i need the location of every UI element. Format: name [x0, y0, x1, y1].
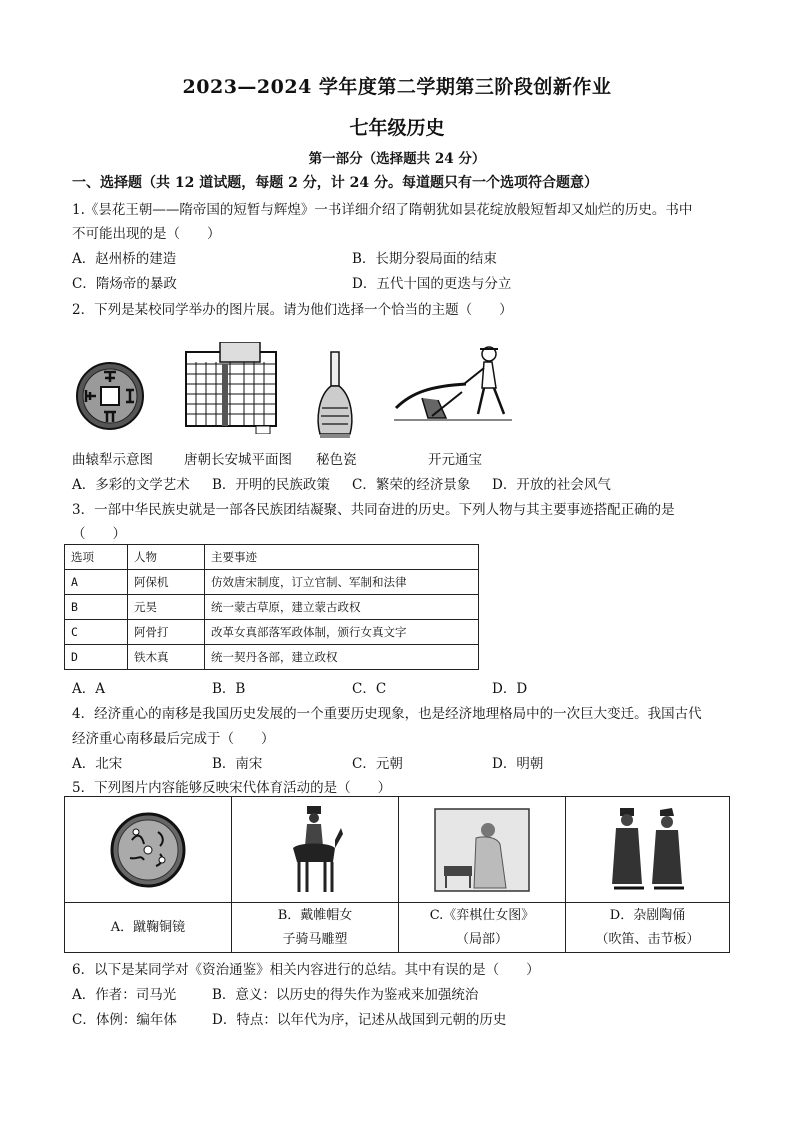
- q4-stem-line2: 经济重心南移最后完成于（ ）: [72, 731, 275, 747]
- q4-option-b: B．南宋: [212, 756, 263, 772]
- q4-option-c: C．元朝: [352, 756, 403, 772]
- q6-option-a: A．作者：司马光: [72, 987, 177, 1003]
- table-cell: 阿骨打: [128, 620, 205, 645]
- q5-d-line1: D．杂剧陶俑: [609, 907, 686, 923]
- q1-stem-line1: 1.《昙花王朝——隋帝国的短暂与辉煌》一书详细介绍了隋朝犹如昙花绽放般短暂却又灿烂的历史。书中: [72, 202, 693, 218]
- q2-stem: 2．下列是某校同学举办的图片展。请为他们选择一个恰当的主题（ ）: [72, 302, 513, 318]
- section-heading: 一、选择题（共 12 道试题，每题 2 分，计 24 分。每道题只有一个选项符合题意）: [72, 175, 598, 191]
- changan-city-plan-image: [184, 342, 280, 434]
- q6-option-b: B．意义：以历史的得失作为鉴戒来加强统治: [212, 987, 479, 1003]
- q5-option-b-caption: [232, 903, 399, 953]
- table-cell: 统一契丹各部，建立政权: [205, 645, 479, 670]
- cuju-bronze-mirror-image: [108, 810, 188, 890]
- q5-option-c-caption: [399, 903, 566, 953]
- q2-option-d: D．开放的社会风气: [492, 477, 611, 493]
- q5-stem: 5．下列图片内容能够反映宋代体育活动的是（ ）: [72, 780, 392, 796]
- q2-option-c: C．繁荣的经济景象: [352, 477, 471, 493]
- table-header-cell: 主要事迹: [205, 545, 479, 570]
- q4-stem-line1: 4．经济重心的南移是我国历史发展的一个重要历史现象，也是经济地理格局中的一次巨大变迁。我国古代: [72, 706, 702, 722]
- q6-option-c: C．体例：编年体: [72, 1012, 177, 1028]
- q5-image-cell: [566, 797, 730, 903]
- q5-option-a-caption: [65, 903, 232, 953]
- curved-plough-image: [392, 344, 516, 428]
- table-row: [65, 645, 479, 670]
- q6-option-d: D．特点：以年代为序，记述从战国到元朝的历史: [212, 1012, 507, 1028]
- q3-stem-line1: 3．一部中华民族史就是一部各民族团结凝聚、共同奋进的历史。下列人物与其主要事迹搭配正确的是: [72, 502, 675, 518]
- q2-option-a: A．多彩的文学艺术: [72, 477, 190, 493]
- q5-b-line2: 子骑马雕塑: [282, 931, 348, 947]
- table-cell: 改革女真部落军政体制，颁行女真文字: [205, 620, 479, 645]
- q1-stem-line2: 不可能出现的是（ ）: [72, 226, 221, 242]
- table-header-row: [65, 545, 479, 570]
- q5-c-line1: C.《弈棋仕女图》: [429, 907, 535, 923]
- q1-option-c: C．隋炀帝的暴政: [72, 276, 177, 292]
- celadon-vase-image: [314, 350, 356, 440]
- table-cell: A: [65, 570, 128, 595]
- q2-caption-plough: 曲辕犁示意图: [72, 452, 153, 468]
- table-header-cell: 选项: [65, 545, 128, 570]
- q4-option-a: A．北宋: [72, 756, 123, 772]
- exam-subtitle: 七年级历史: [349, 117, 445, 139]
- q6-stem: 6．以下是某同学对《资治通鉴》相关内容进行的总结。其中有误的是（ ）: [72, 962, 540, 978]
- q3-table: [64, 544, 479, 670]
- q5-image-cell: [399, 797, 566, 903]
- part-heading: 第一部分（选择题共 24 分）: [308, 151, 486, 167]
- table-header-cell: 人物: [128, 545, 205, 570]
- q4-option-d: D．明朝: [492, 756, 544, 772]
- table-cell: 元昊: [128, 595, 205, 620]
- q2-caption-porcelain: 秘色瓷: [316, 452, 357, 468]
- q5-b-line1: B．戴帷帽女: [277, 907, 353, 923]
- table-row: [65, 620, 479, 645]
- table-row: [65, 595, 479, 620]
- q2-caption-coin: 开元通宝: [428, 452, 482, 468]
- table-cell: B: [65, 595, 128, 620]
- q5-a-line1: A．蹴鞠铜镜: [110, 919, 186, 935]
- q3-stem-line2: （ ）: [72, 526, 126, 542]
- q5-image-cell: [232, 797, 399, 903]
- table-cell: 阿保机: [128, 570, 205, 595]
- table-cell: 仿效唐宋制度，订立官制、军制和法律: [205, 570, 479, 595]
- horse-rider-sculpture-image: [285, 804, 345, 896]
- q3-option-b: B．B: [212, 681, 246, 697]
- q3-option-c: C．C: [352, 681, 387, 697]
- q5-d-line2: （吹笛、击节板）: [595, 931, 700, 947]
- kaiyuan-coin-image: [74, 360, 146, 432]
- table-cell: 统一蒙古草原，建立蒙古政权: [205, 595, 479, 620]
- exam-title: 2023—2024 学年度第二学期第三阶段创新作业: [182, 76, 612, 98]
- q3-option-d: D．D: [492, 681, 528, 697]
- q1-option-a: A．赵州桥的建造: [72, 251, 177, 267]
- table-cell: C: [65, 620, 128, 645]
- table-row: [65, 570, 479, 595]
- table-cell: D: [65, 645, 128, 670]
- opera-pottery-figurines-image: [610, 804, 686, 896]
- q5-option-d-caption: [566, 903, 730, 953]
- q5-c-line2: （局部）: [455, 931, 508, 947]
- q2-option-b: B．开明的民族政策: [212, 477, 330, 493]
- q3-option-a: A．A: [72, 681, 105, 697]
- chess-lady-painting-image: [434, 808, 530, 892]
- q5-image-cell: [65, 797, 232, 903]
- table-cell: 铁木真: [128, 645, 205, 670]
- q2-caption-city-plan: 唐朝长安城平面图: [184, 452, 292, 468]
- q1-option-d: D．五代十国的更迭与分立: [352, 276, 512, 292]
- q5-picture-table: [64, 796, 730, 953]
- q1-option-b: B．长期分裂局面的结束: [352, 251, 497, 267]
